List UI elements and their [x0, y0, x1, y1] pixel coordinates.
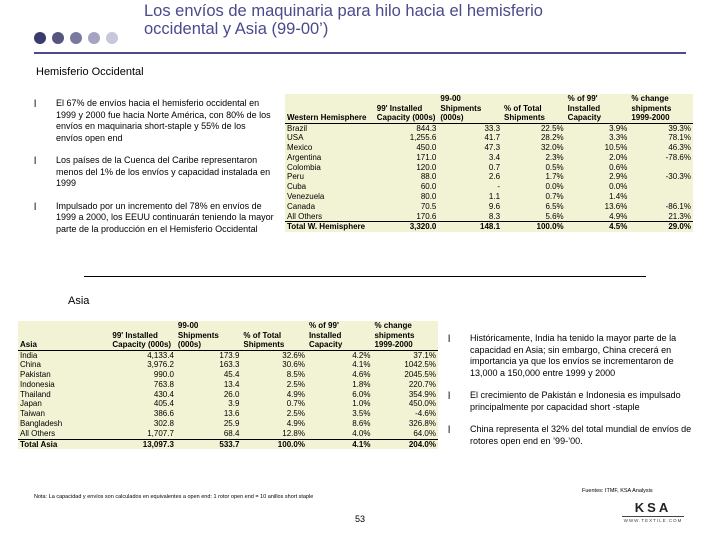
table-cell: 4.5%: [566, 222, 630, 232]
table-cell: 47.3: [484, 143, 501, 153]
table-row: [285, 123, 693, 133]
table-cell: 13,097.3: [110, 439, 176, 449]
table-cell: 302.8: [153, 419, 174, 429]
table-cell: -78.6%: [665, 152, 691, 162]
table-row: [18, 429, 438, 439]
table-cell: 1,707.7: [147, 428, 174, 438]
table-cell: 326.8%: [408, 419, 436, 429]
table-cell: 2.5%: [286, 409, 305, 419]
table-cell: 171.0: [416, 152, 437, 162]
bullet-text: China representa el 32% del total mundial de envíos de rotores open end en ’99-’00.: [470, 424, 692, 446]
table-cell: 8.5%: [286, 370, 305, 380]
table-cell: 2045.5%: [404, 370, 436, 380]
table-cell: 450.0%: [408, 399, 436, 409]
table-cell: 148.1: [438, 222, 502, 232]
table-cell: 0.7%: [286, 399, 305, 409]
table-cell: 1.7%: [545, 172, 564, 182]
table-cell: 78.1%: [668, 133, 691, 143]
table-cell: 39.3%: [668, 123, 691, 133]
table-cell: 0.0%: [609, 182, 628, 192]
table-cell: Total Asia: [18, 439, 110, 449]
table-cell: Canada: [287, 201, 316, 211]
table-cell: 4.9%: [286, 419, 305, 429]
bullet-marker-icon: l: [34, 201, 37, 213]
table-cell: 4.1%: [352, 360, 371, 370]
table-cell: 3.5%: [352, 409, 371, 419]
bullet-marker-icon: l: [448, 391, 451, 402]
table-cell: 386.6: [153, 409, 174, 419]
table-cell: India: [20, 350, 38, 360]
table-cell: [629, 163, 693, 173]
table-cell: 204.0%: [372, 439, 438, 449]
decorative-dot: [88, 32, 100, 44]
table-cell: Total W. Hemisphere: [285, 222, 375, 232]
table-cell: 533.7: [176, 439, 242, 449]
bullet-item: [448, 424, 698, 447]
table-cell: 70.5: [420, 201, 437, 211]
table-cell: Argentina: [287, 152, 322, 162]
column-header: 99-00 Shipments (000s): [176, 321, 242, 350]
table-cell: 4,133.4: [147, 350, 174, 360]
table-row: [18, 370, 438, 380]
table-cell: 1.1: [488, 192, 501, 202]
bullet-item: [448, 390, 698, 413]
column-header: % change shipments 1999-2000: [629, 94, 693, 123]
table-cell: 763.8: [153, 379, 174, 389]
table-cell: 990.0: [153, 370, 174, 380]
table-cell: -4.6%: [415, 409, 436, 419]
table-cell: 120.0: [416, 162, 437, 172]
bullet-text: Históricamente, India ha tenido la mayor parte de la capacidad en Asia; sin embargo, China crecerá en importancia ya que los envíos se incrementaron de 13,000 a 150,000 entre 1999 y 2000: [470, 333, 677, 378]
table-cell: 46.3%: [668, 143, 691, 153]
table-cell: -30.3%: [665, 172, 691, 182]
page-number: 53: [355, 514, 366, 524]
table-cell: 3,320.0: [375, 222, 439, 232]
table-cell: 60.0: [420, 182, 437, 192]
table-row: [285, 153, 693, 163]
decorative-dot: [34, 32, 46, 44]
table-cell: 0.0%: [545, 182, 564, 192]
table-cell: Brazil: [287, 123, 308, 133]
table-cell: 2.9%: [609, 172, 628, 182]
table-row: [285, 192, 693, 202]
bullet-text: El crecimiento de Pakistán e Indonesia es impulsado principalmente por capacidad short -staple: [470, 390, 681, 412]
table-cell: 5.6%: [545, 211, 564, 221]
table-cell: 4.2%: [352, 350, 371, 360]
table-cell: 1.8%: [352, 379, 371, 389]
table-cell: 8.6%: [352, 419, 371, 429]
table-row: [285, 143, 693, 153]
section-divider: [84, 276, 646, 277]
column-header: 99' Installed Capacity (000s): [375, 94, 439, 123]
table-cell: Indonesia: [20, 379, 55, 389]
table-cell: 45.4: [223, 370, 240, 380]
footnote: Nota: La capacidad y envíos son calculados en equivalentes a open end: 1 rotor open end = 10 anillos short staple: [34, 494, 314, 500]
table-cell: -86.1%: [665, 201, 691, 211]
column-header: Western Hemisphere: [285, 94, 375, 123]
table-row: [285, 133, 693, 143]
asia-bullet-list: [448, 333, 698, 458]
table-cell: 0.6%: [609, 162, 628, 172]
table-cell: 100.0%: [241, 439, 307, 449]
column-header: % of 99' Installed Capacity: [307, 321, 373, 350]
column-header: % change shipments 1999-2000: [372, 321, 438, 350]
table-cell: 6.0%: [352, 389, 371, 399]
asia-table: [18, 321, 438, 449]
table-cell: 3,976.2: [147, 360, 174, 370]
table-row: [18, 409, 438, 419]
table-row: [18, 419, 438, 429]
table-cell: 1.0%: [352, 399, 371, 409]
table-cell: Pakistan: [20, 370, 51, 380]
table-row: [18, 399, 438, 409]
table-cell: 0.5%: [545, 162, 564, 172]
sources: Fuentes: ITMF, KSA Analysis: [582, 488, 653, 494]
table-cell: 3.3%: [609, 133, 628, 143]
decorative-dots: [34, 32, 134, 46]
column-header: 99' Installed Capacity (000s): [110, 321, 176, 350]
table-row: [18, 350, 438, 360]
table-cell: Japan: [20, 399, 42, 409]
asia-heading: Asia: [68, 295, 90, 307]
table-cell: 450.0: [416, 143, 437, 153]
table-cell: 220.7%: [408, 379, 436, 389]
table-cell: 10.5%: [604, 143, 628, 153]
table-cell: 354.9%: [408, 389, 436, 399]
table-cell: USA: [287, 133, 304, 143]
table-cell: 3.9%: [609, 123, 628, 133]
table-cell: [629, 182, 693, 192]
bullet-marker-icon: l: [34, 156, 37, 167]
table-cell: 13.6: [223, 409, 240, 419]
table-cell: 88.0: [420, 172, 437, 182]
column-header: % of Total Shipments: [502, 94, 566, 123]
table-cell: 170.6: [416, 211, 437, 221]
decorative-dot: [52, 32, 64, 44]
bullet-item: [34, 201, 274, 236]
table-cell: 2.5%: [286, 379, 305, 389]
table-cell: Colombia: [287, 162, 321, 172]
table-cell: 28.2%: [540, 133, 564, 143]
table-cell: 8.3: [488, 211, 501, 221]
table-cell: -: [497, 182, 501, 192]
table-cell: 6.5%: [545, 201, 564, 211]
bullet-item: [34, 155, 274, 190]
table-cell: Peru: [287, 172, 304, 182]
column-header: % of 99' Installed Capacity: [566, 94, 630, 123]
table-cell: 64.0%: [413, 428, 436, 438]
table-header-row: [18, 321, 438, 350]
table-cell: 26.0: [223, 389, 240, 399]
column-header: 99-00 Shipments (000s): [438, 94, 502, 123]
decorative-dot: [70, 32, 82, 44]
table-row: [285, 172, 693, 182]
title-underline: [34, 52, 686, 54]
table-row: [285, 202, 693, 212]
bullet-item: [448, 333, 698, 379]
decorative-dot: [106, 32, 118, 44]
table-cell: 2.0%: [609, 152, 628, 162]
table-cell: 0.7%: [545, 192, 564, 202]
table-row: [18, 390, 438, 400]
table-cell: 68.4: [223, 428, 240, 438]
column-header: Asia: [18, 321, 110, 350]
table-cell: 4.1%: [307, 439, 373, 449]
table-cell: 37.1%: [413, 350, 436, 360]
bullet-text: Impulsado por un incremento del 78% en envíos de 1999 a 2000, los EEUU continuarán teniendo la mayor parte de la producción en el Hemisferio Occidental: [56, 200, 274, 234]
table-row: [285, 182, 693, 192]
table-cell: 1.4%: [609, 192, 628, 202]
table-cell: 2.3%: [545, 152, 564, 162]
ksa-logo: KSA WWW.TEXTILE.COM: [623, 500, 683, 523]
table-cell: [629, 192, 693, 202]
table-row: [18, 360, 438, 370]
bullet-item: [34, 98, 274, 144]
table-cell: Taiwan: [20, 409, 45, 419]
bullet-text: El 67% de envíos hacia el hemisferio occidental en 1999 y 2000 fue hacia Norte América, con 80% de los envíos en maquinaria short-staple y 55% de los envíos open end: [56, 98, 271, 143]
table-cell: 13.4: [223, 379, 240, 389]
table-cell: 32.6%: [282, 350, 305, 360]
table-cell: 3.4: [488, 152, 501, 162]
bullet-marker-icon: l: [34, 99, 37, 110]
table-cell: 100.0%: [502, 222, 566, 232]
table-row: [285, 163, 693, 173]
table-cell: 9.6: [488, 201, 501, 211]
table-cell: All Others: [287, 211, 323, 221]
table-cell: Cuba: [287, 182, 307, 192]
table-cell: 1,255.6: [409, 133, 437, 143]
table-cell: 844.3: [416, 123, 437, 133]
table-cell: 163.3: [219, 360, 240, 370]
column-header: % of Total Shipments: [241, 321, 307, 350]
table-cell: 405.4: [153, 399, 174, 409]
table-cell: 1042.5%: [404, 360, 436, 370]
bullet-marker-icon: l: [448, 334, 451, 345]
slide-title: Los envíos de maquinaria para hilo hacia el hemisferio occidental y Asia (99-00’): [144, 2, 543, 38]
table-cell: 41.7: [484, 133, 501, 143]
table-header-row: [285, 94, 693, 123]
table-cell: All Others: [20, 428, 56, 438]
table-cell: 4.9%: [609, 211, 628, 221]
table-cell: 3.9: [228, 399, 240, 409]
table-cell: 4.9%: [286, 389, 305, 399]
table-cell: 173.9: [219, 350, 240, 360]
table-cell: China: [20, 360, 41, 370]
table-cell: 25.9: [223, 419, 240, 429]
table-cell: 2.6: [488, 172, 501, 182]
table-cell: Bangladesh: [20, 419, 63, 429]
table-total-row: [285, 222, 693, 232]
table-cell: 12.8%: [282, 428, 305, 438]
table-total-row: [18, 439, 438, 449]
table-cell: 4.6%: [352, 370, 371, 380]
table-row: [285, 212, 693, 222]
table-row: [18, 380, 438, 390]
table-cell: 22.5%: [540, 123, 564, 133]
table-cell: 4.0%: [352, 428, 371, 438]
table-cell: 21.3%: [668, 211, 691, 221]
west-table: [285, 94, 693, 232]
table-cell: 13.6%: [604, 201, 628, 211]
table-cell: 80.0: [420, 192, 437, 202]
table-cell: 32.0%: [540, 143, 564, 153]
table-cell: Thailand: [20, 389, 51, 399]
table-cell: 430.4: [153, 389, 174, 399]
table-cell: 0.7: [488, 162, 501, 172]
bullet-text: Los países de la Cuenca del Caribe representaron menos del 1% de los envíos y capacidad instalada en 1999: [56, 155, 271, 188]
table-cell: Mexico: [287, 143, 313, 153]
west-bullet-list: [34, 98, 274, 246]
table-cell: 30.6%: [282, 360, 305, 370]
table-cell: 33.3: [484, 123, 501, 133]
bullet-marker-icon: l: [448, 425, 451, 436]
table-cell: 29.0%: [629, 222, 693, 232]
table-cell: Venezuela: [287, 192, 325, 202]
west-heading: Hemisferio Occidental: [36, 66, 144, 78]
